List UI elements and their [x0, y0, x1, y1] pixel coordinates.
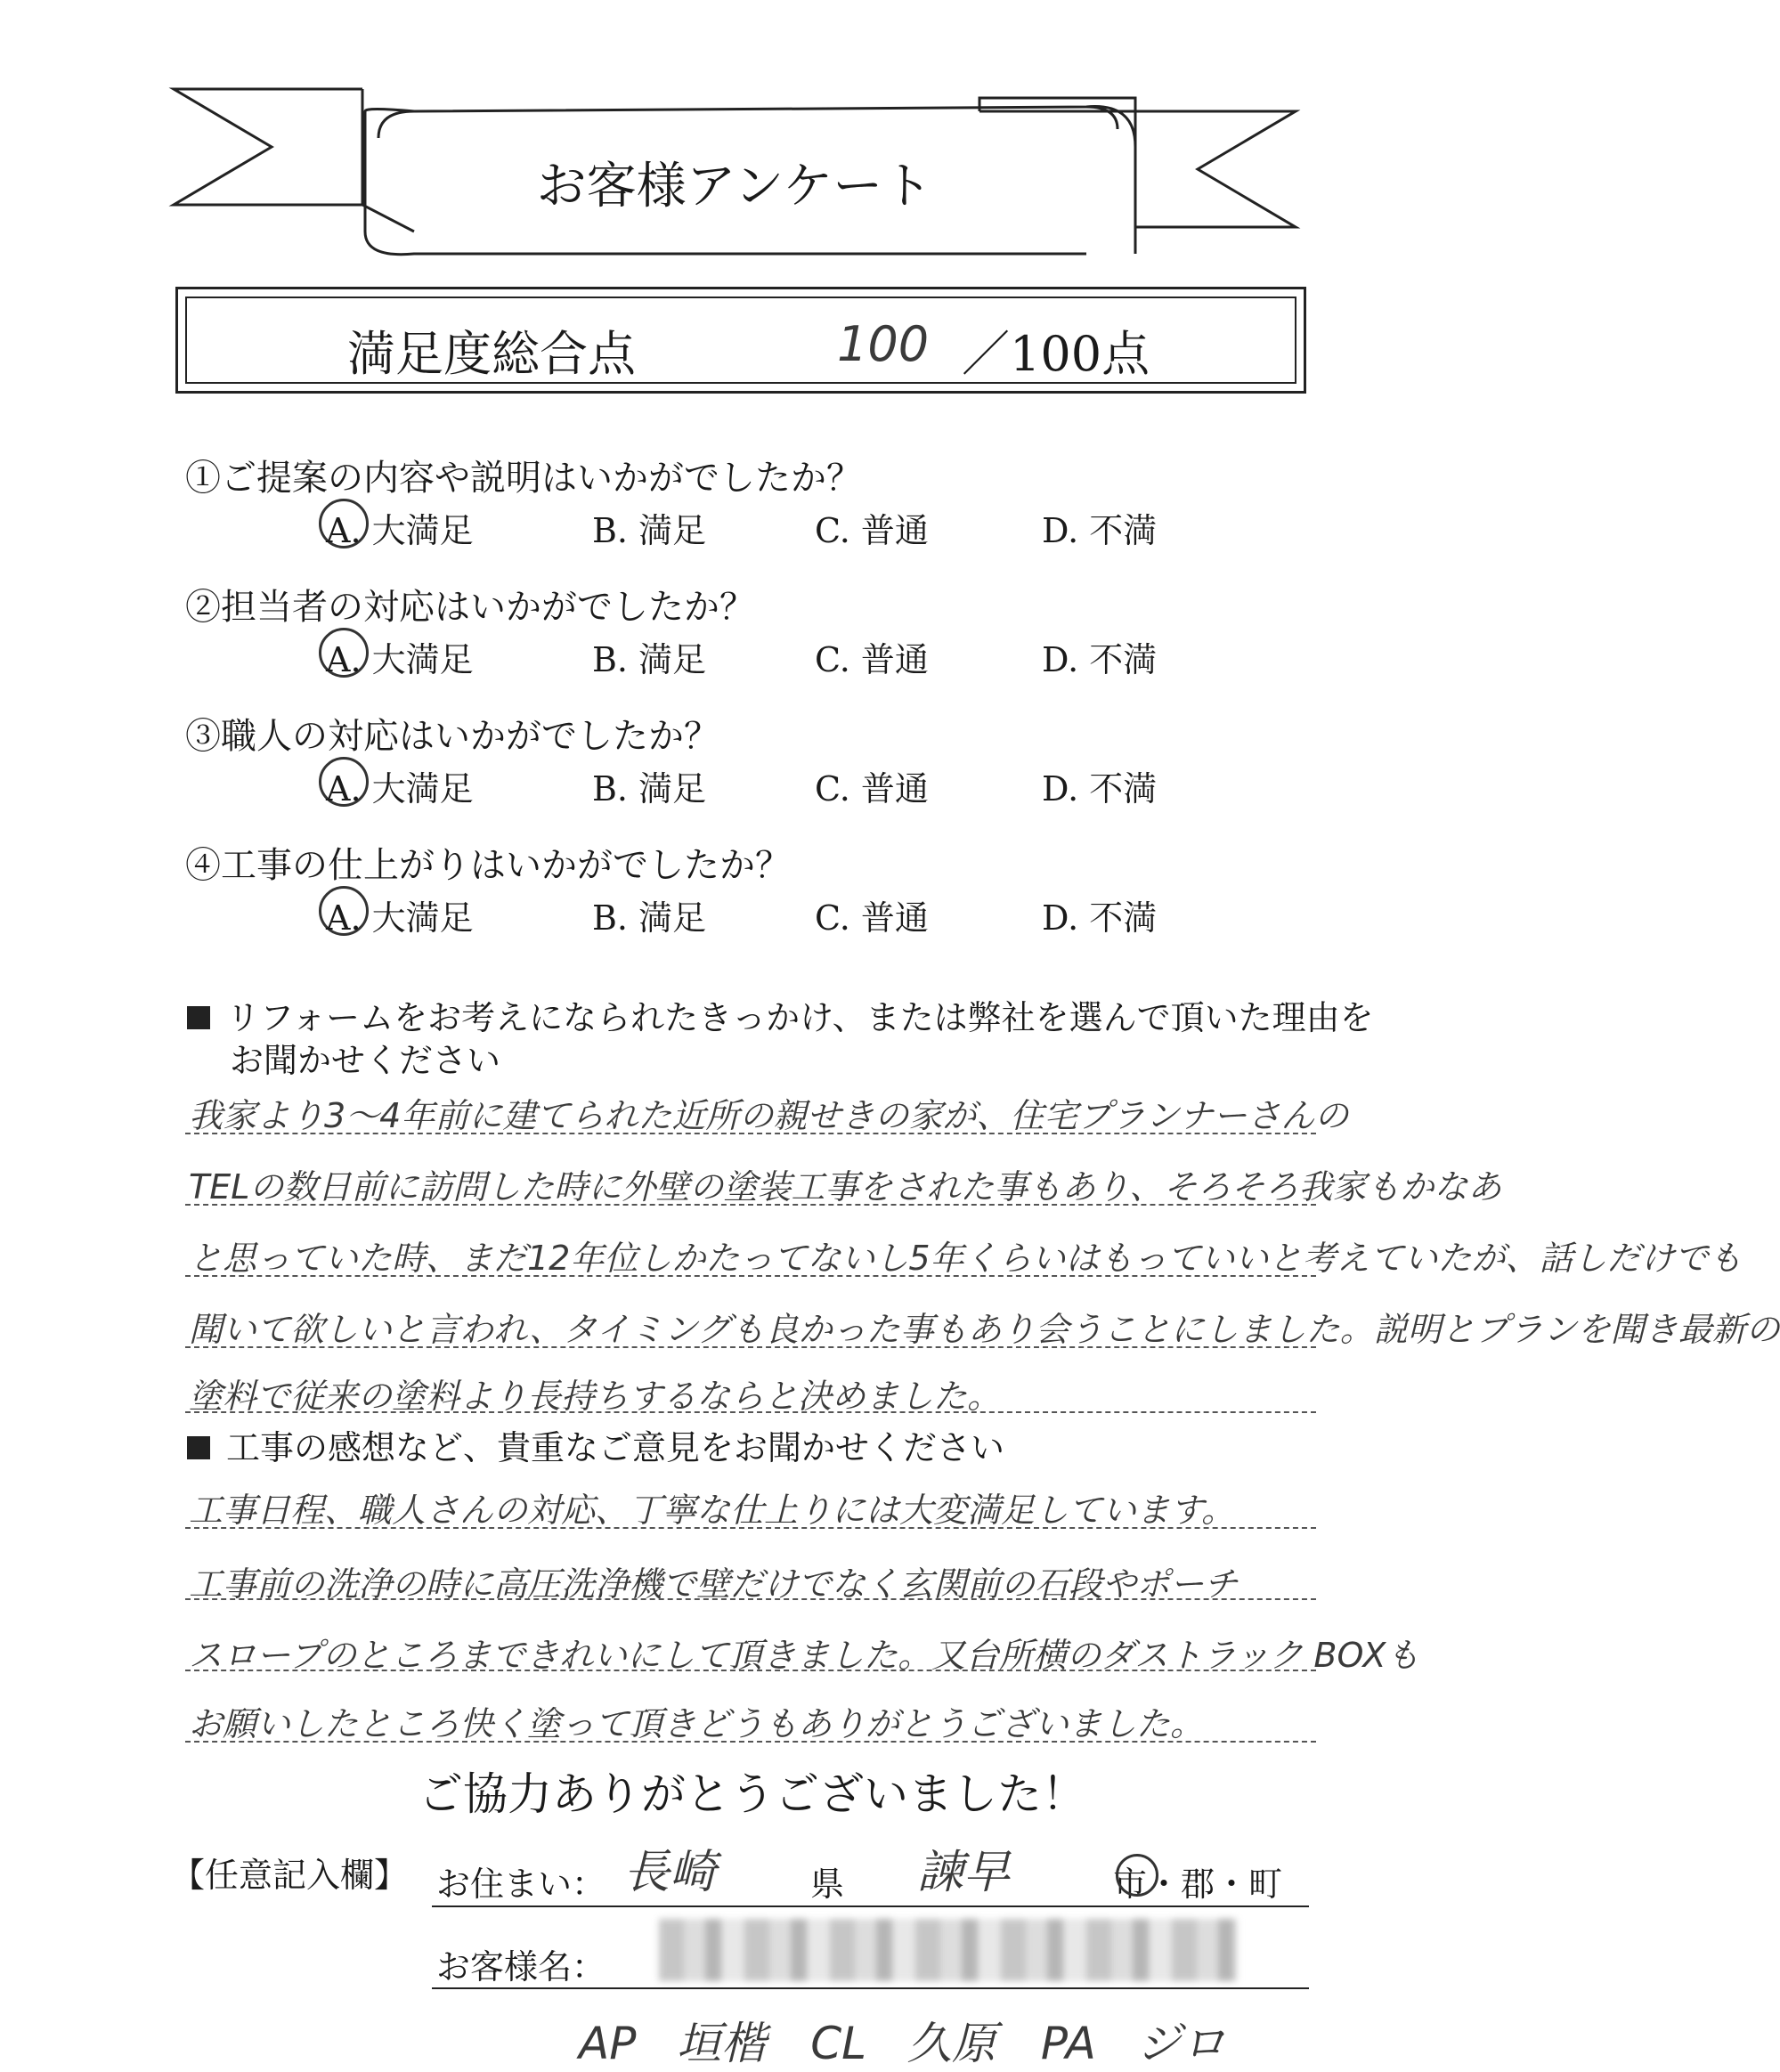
selected-mark	[1116, 1854, 1158, 1897]
question-4: ④工事の仕上がりはいかがでしたか？	[185, 845, 791, 886]
address-label: お住まい：	[436, 1865, 606, 1904]
score-label: 満足度総合点	[347, 326, 636, 382]
option-a[interactable]: A. 大満足	[326, 769, 474, 808]
name-label: お客様名：	[436, 1947, 606, 1987]
reason-line: 我家より3～4年前に建てられた近所の親せきの家が、住宅プランナーさんの	[189, 1096, 1349, 1135]
impressions-heading	[187, 1420, 1004, 1469]
address-underline	[432, 1905, 1309, 1907]
city-suffix: 市・郡・町	[1113, 1865, 1283, 1904]
name-redacted	[659, 1919, 1238, 1981]
score-value: 100	[837, 316, 930, 372]
reason-line: 塗料で従来の塗料より長持ちするならと決めました。	[189, 1377, 1002, 1416]
prefecture-suffix: 県	[810, 1865, 845, 1904]
reason-heading-line1: リフォームをお考えになられたきっかけ、または弊社を選んで頂いた理由を	[226, 998, 1374, 1037]
thanks-message: ご協力ありがとうございました！	[419, 1768, 1086, 1820]
optional-label: 【任意記入欄】	[171, 1856, 409, 1895]
page-title: お客様アンケート	[536, 158, 933, 215]
bullet-square	[187, 1436, 210, 1459]
name-underline	[432, 1987, 1309, 1989]
reason-line: 聞いて欲しいと言われ、タイミングも良かった事もあり会うことにしました。説明とプランを聞き最新の	[189, 1310, 1780, 1349]
option-a[interactable]: A. 大満足	[326, 511, 474, 550]
impression-line: 工事前の洗浄の時に高圧洗浄機で壁だけでなく玄関前の石段やポーチ	[189, 1564, 1239, 1604]
impression-line: スロープのところまできれいにして頂きました。又台所横のダストラック BOXも	[189, 1636, 1420, 1675]
option-d[interactable]: D. 不満	[1042, 769, 1158, 808]
option-c[interactable]: C. 普通	[815, 898, 929, 938]
address-prefecture: 長崎	[623, 1846, 717, 1899]
reason-line: と思っていた時、まだ12年位しかたってないし5年くらいはもっていいと考えていたが、話しだけでも	[189, 1239, 1743, 1278]
score-max: ／100点	[962, 326, 1150, 382]
address-city: 諫早	[917, 1846, 1011, 1899]
option-c[interactable]: C. 普通	[815, 511, 929, 550]
option-b[interactable]: B. 満足	[592, 511, 707, 550]
option-a[interactable]: A. 大満足	[326, 898, 474, 938]
reason-heading-line2: お聞かせください	[230, 1041, 501, 1080]
impression-line: お願いしたところ快く塗って頂きどうもありがとうございました。	[189, 1704, 1205, 1743]
option-c[interactable]: C. 普通	[815, 769, 929, 808]
option-b[interactable]: B. 満足	[592, 898, 707, 938]
reason-heading	[187, 990, 1374, 1039]
option-a[interactable]: A. 大満足	[326, 640, 474, 679]
bullet-square	[187, 1006, 210, 1029]
impression-line: 工事日程、職人さんの対応、丁寧な仕上りには大変満足しています。	[189, 1491, 1235, 1530]
option-b[interactable]: B. 満足	[592, 769, 707, 808]
question-3: ③職人の対応はいかがでしたか？	[185, 716, 719, 757]
question-1: ①ご提案の内容や説明はいかがでしたか？	[185, 458, 862, 499]
option-d[interactable]: D. 不満	[1042, 640, 1158, 679]
option-c[interactable]: C. 普通	[815, 640, 929, 679]
option-b[interactable]: B. 満足	[592, 640, 707, 679]
staff-notes: AP 垣楷 CL 久原 PA ジロ	[579, 2018, 1226, 2069]
reason-line: TELの数日前に訪問した時に外壁の塗装工事をされた事もあり、そろそろ我家もかなあ	[189, 1167, 1502, 1207]
impressions-heading-text: 工事の感想など、貴重なご意見をお聞かせください	[226, 1428, 1005, 1467]
option-d[interactable]: D. 不満	[1042, 898, 1158, 938]
question-2: ②担当者の対応はいかがでしたか？	[185, 587, 755, 628]
option-d[interactable]: D. 不満	[1042, 511, 1158, 550]
